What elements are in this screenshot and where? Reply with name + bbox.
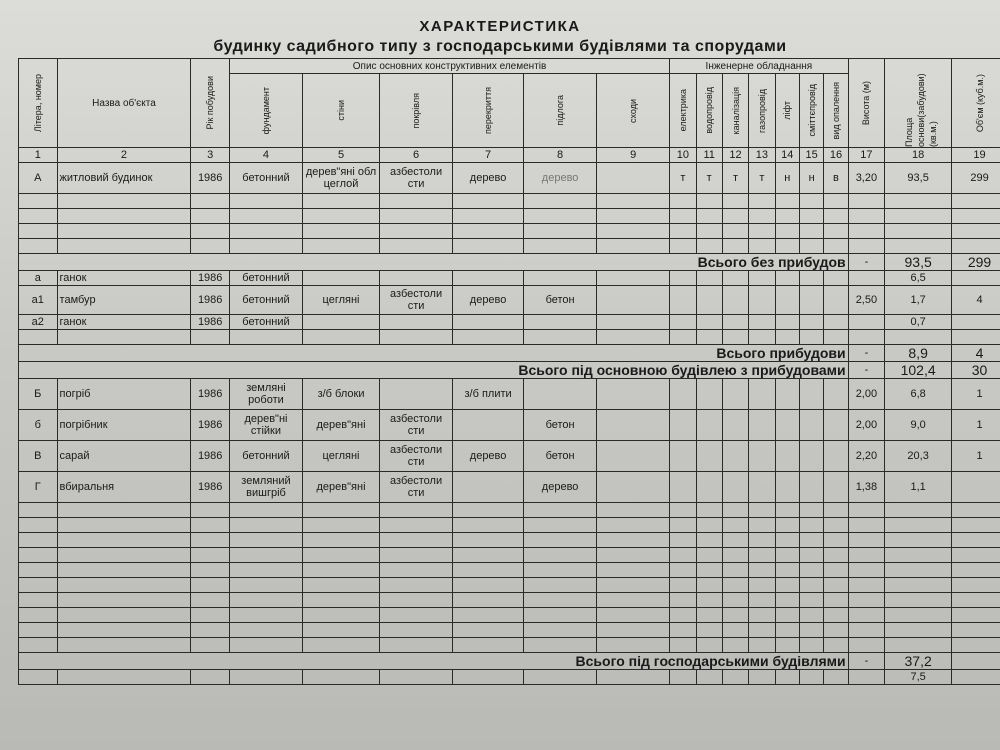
- cell-height: -: [848, 254, 885, 271]
- cell-walls: цегляні: [302, 286, 379, 315]
- table-row-A: [19, 163, 1000, 194]
- table-row-empty: [19, 239, 1000, 254]
- header-construct-group: Опис основних конструктивних елементів: [229, 59, 669, 74]
- cell-year: 1986: [191, 286, 230, 315]
- cell-height: 3,20: [848, 163, 885, 194]
- table-row-empty: [19, 209, 1000, 224]
- header-electricity: електрика: [670, 74, 696, 148]
- cell-water: т: [696, 163, 722, 194]
- cell-roof: азбестоли сти: [380, 472, 453, 503]
- cell-stairs: [597, 163, 670, 194]
- table-row-empty: [19, 563, 1000, 578]
- header-fundament: фундамент: [229, 74, 302, 148]
- total-row-outbuildings: [19, 653, 1000, 670]
- col-num: 12: [722, 148, 748, 163]
- cell-ceiling: дерево: [453, 441, 524, 472]
- cell-area: 1,1: [885, 472, 952, 503]
- cell-name: тамбур: [57, 286, 191, 315]
- total-label: Всього прибудови: [19, 345, 849, 362]
- cell-volume: 1: [952, 441, 1000, 472]
- cell-name: житловий будинок: [57, 163, 191, 194]
- table-row-b: [19, 410, 1000, 441]
- cell-height: 1,38: [848, 472, 885, 503]
- col-num: 9: [597, 148, 670, 163]
- cell-litera: В: [19, 441, 58, 472]
- cell-year: 1986: [191, 163, 230, 194]
- cell-height: -: [848, 653, 885, 670]
- cell-year: 1986: [191, 315, 230, 330]
- header-area: Площа основи(забудови) (кв.м.): [885, 59, 952, 148]
- header-lift: ліфт: [775, 74, 799, 148]
- characteristics-table: [18, 58, 1000, 685]
- cell-area: 37,2: [885, 653, 952, 670]
- cell-area: 102,4: [885, 362, 952, 379]
- cell-floor: дерево: [524, 472, 597, 503]
- table-row-a1: [19, 286, 1000, 315]
- cell-year: 1986: [191, 410, 230, 441]
- cell-name: ганок: [57, 315, 191, 330]
- cell-roof: азбестоли сти: [380, 441, 453, 472]
- table-row-empty: [19, 533, 1000, 548]
- col-num: 16: [824, 148, 848, 163]
- header-garbage: сміттєпровід: [799, 74, 823, 148]
- table-row-a2: [19, 315, 1000, 330]
- cell-ceiling: дерево: [453, 286, 524, 315]
- cell-floor: дерево: [524, 163, 597, 194]
- cell-sewer: т: [722, 163, 748, 194]
- col-num: 10: [670, 148, 696, 163]
- cell-area: 93,5: [885, 163, 952, 194]
- cell-walls: дерев"яні: [302, 472, 379, 503]
- col-num: 7: [453, 148, 524, 163]
- cell-year: 1986: [191, 379, 230, 410]
- cell-roof: азбестоли сти: [380, 410, 453, 441]
- document-subtitle: будинку садибного типу з господарськими будівлями та спорудами: [213, 38, 787, 55]
- cell-area: 0,7: [885, 315, 952, 330]
- header-eng-group: Інженерне обладнання: [670, 59, 848, 74]
- table-row-empty: [19, 194, 1000, 209]
- cell-year: 1986: [191, 441, 230, 472]
- header-stairs: сходи: [597, 74, 670, 148]
- cell-volume: 4: [952, 286, 1000, 315]
- header-walls: стіни: [302, 74, 379, 148]
- col-num: 14: [775, 148, 799, 163]
- cell-fundament: бетонний: [229, 441, 302, 472]
- col-num: 17: [848, 148, 885, 163]
- total-row-extensions: [19, 345, 1000, 362]
- header-water: водопровід: [696, 74, 722, 148]
- cell-floor: бетон: [524, 410, 597, 441]
- cell-name: вбиральня: [57, 472, 191, 503]
- cell-height: -: [848, 362, 885, 379]
- col-num: 15: [799, 148, 823, 163]
- header-litera: Літера, номер: [19, 59, 58, 148]
- cell-fundament: бетонний: [229, 286, 302, 315]
- header-height: Висота (м): [848, 59, 885, 148]
- cell-floor: бетон: [524, 286, 597, 315]
- table-row-empty: [19, 578, 1000, 593]
- cell-volume: 299: [952, 163, 1000, 194]
- cell-roof: азбестоли сти: [380, 286, 453, 315]
- cell-area: 7,5: [885, 670, 952, 685]
- cell-volume: 30: [952, 362, 1000, 379]
- cell-roof: азбестоли сти: [380, 163, 453, 194]
- cell-name: сарай: [57, 441, 191, 472]
- cell-area: 93,5: [885, 254, 952, 271]
- cell-ceiling: дерево: [453, 163, 524, 194]
- cell-gas: т: [749, 163, 775, 194]
- col-num: 5: [302, 148, 379, 163]
- cell-litera: б: [19, 410, 58, 441]
- header-name: Назва об'єкта: [57, 59, 191, 148]
- cell-fundament: бетонний: [229, 271, 302, 286]
- cell-litera: Б: [19, 379, 58, 410]
- cell-litera: а: [19, 271, 58, 286]
- cell-walls: цегляні: [302, 441, 379, 472]
- col-num: 18: [885, 148, 952, 163]
- col-num: 8: [524, 148, 597, 163]
- cell-area: 8,9: [885, 345, 952, 362]
- table-row-empty: [19, 518, 1000, 533]
- col-num: 19: [952, 148, 1000, 163]
- document-title: ХАРАКТЕРИСТИКА: [419, 18, 581, 35]
- cell-height: 2,50: [848, 286, 885, 315]
- cell-volume: 1: [952, 410, 1000, 441]
- table-row-H: [19, 472, 1000, 503]
- cell-fundament: земляні роботи: [229, 379, 302, 410]
- col-num: 13: [749, 148, 775, 163]
- cell-walls: дерев"яні обл цеглой: [302, 163, 379, 194]
- cell-area: 6,5: [885, 271, 952, 286]
- header-gas: газопровід: [749, 74, 775, 148]
- table-row-empty: [19, 593, 1000, 608]
- table-row-empty: [19, 330, 1000, 345]
- cell-lift: н: [775, 163, 799, 194]
- cell-name: погріб: [57, 379, 191, 410]
- cell-ceiling: з/б плити: [453, 379, 524, 410]
- cell-area: 20,3: [885, 441, 952, 472]
- table-row-V: [19, 441, 1000, 472]
- cell-name: ганок: [57, 271, 191, 286]
- header-roof: покрівля: [380, 74, 453, 148]
- cell-litera: а1: [19, 286, 58, 315]
- table-row-B: [19, 379, 1000, 410]
- header-sewer: каналізація: [722, 74, 748, 148]
- cell-fundament: дерев"ні стійки: [229, 410, 302, 441]
- table-row-empty: [19, 623, 1000, 638]
- col-num: 11: [696, 148, 722, 163]
- cell-name: погрібник: [57, 410, 191, 441]
- cell-walls: дерев"яні: [302, 410, 379, 441]
- col-num: 3: [191, 148, 230, 163]
- cell-heating: в: [824, 163, 848, 194]
- total-row-without-extensions: [19, 254, 1000, 271]
- cell-height: 2,00: [848, 379, 885, 410]
- header-floor: підлога: [524, 74, 597, 148]
- cell-height: -: [848, 345, 885, 362]
- cell-walls: з/б блоки: [302, 379, 379, 410]
- table-row-a: [19, 271, 1000, 286]
- table-row-empty: [19, 224, 1000, 239]
- column-number-row: [19, 148, 1000, 163]
- header-year: Рік побудови: [191, 59, 230, 148]
- cell-litera: А: [19, 163, 58, 194]
- cell-year: 1986: [191, 472, 230, 503]
- col-num: 2: [57, 148, 191, 163]
- cell-floor: бетон: [524, 441, 597, 472]
- col-num: 1: [19, 148, 58, 163]
- cell-volume: 4: [952, 345, 1000, 362]
- header-volume: Об'єм (куб.м.): [952, 59, 1000, 148]
- cell-litera: а2: [19, 315, 58, 330]
- header-row-groups: [19, 59, 1000, 74]
- col-num: 4: [229, 148, 302, 163]
- cell-electricity: т: [670, 163, 696, 194]
- header-heating: вид опалення: [824, 74, 848, 148]
- cell-volume: 1: [952, 379, 1000, 410]
- cell-height: 2,20: [848, 441, 885, 472]
- cell-year: 1986: [191, 271, 230, 286]
- total-row-main-building: [19, 362, 1000, 379]
- table-row-empty: [19, 503, 1000, 518]
- cell-height: 2,00: [848, 410, 885, 441]
- col-num: 6: [380, 148, 453, 163]
- total-label: Всього під господарськими будівлями: [19, 653, 849, 670]
- cell-area: 6,8: [885, 379, 952, 410]
- cell-garbage: н: [799, 163, 823, 194]
- cell-area: 1,7: [885, 286, 952, 315]
- table-row-empty: [19, 608, 1000, 623]
- cell-litera: Г: [19, 472, 58, 503]
- cell-fundament: земляний вишгріб: [229, 472, 302, 503]
- table-row-empty: [19, 548, 1000, 563]
- table-row-empty: [19, 638, 1000, 653]
- cell-fundament: бетонний: [229, 163, 302, 194]
- header-ceiling: перекриття: [453, 74, 524, 148]
- cell-volume: 299: [952, 254, 1000, 271]
- total-label: Всього без прибудов: [19, 254, 849, 271]
- total-label: Всього під основною будівлею з прибудовами: [19, 362, 849, 379]
- cell-fundament: бетонний: [229, 315, 302, 330]
- table-row-partial: [19, 670, 1000, 685]
- cell-area: 9,0: [885, 410, 952, 441]
